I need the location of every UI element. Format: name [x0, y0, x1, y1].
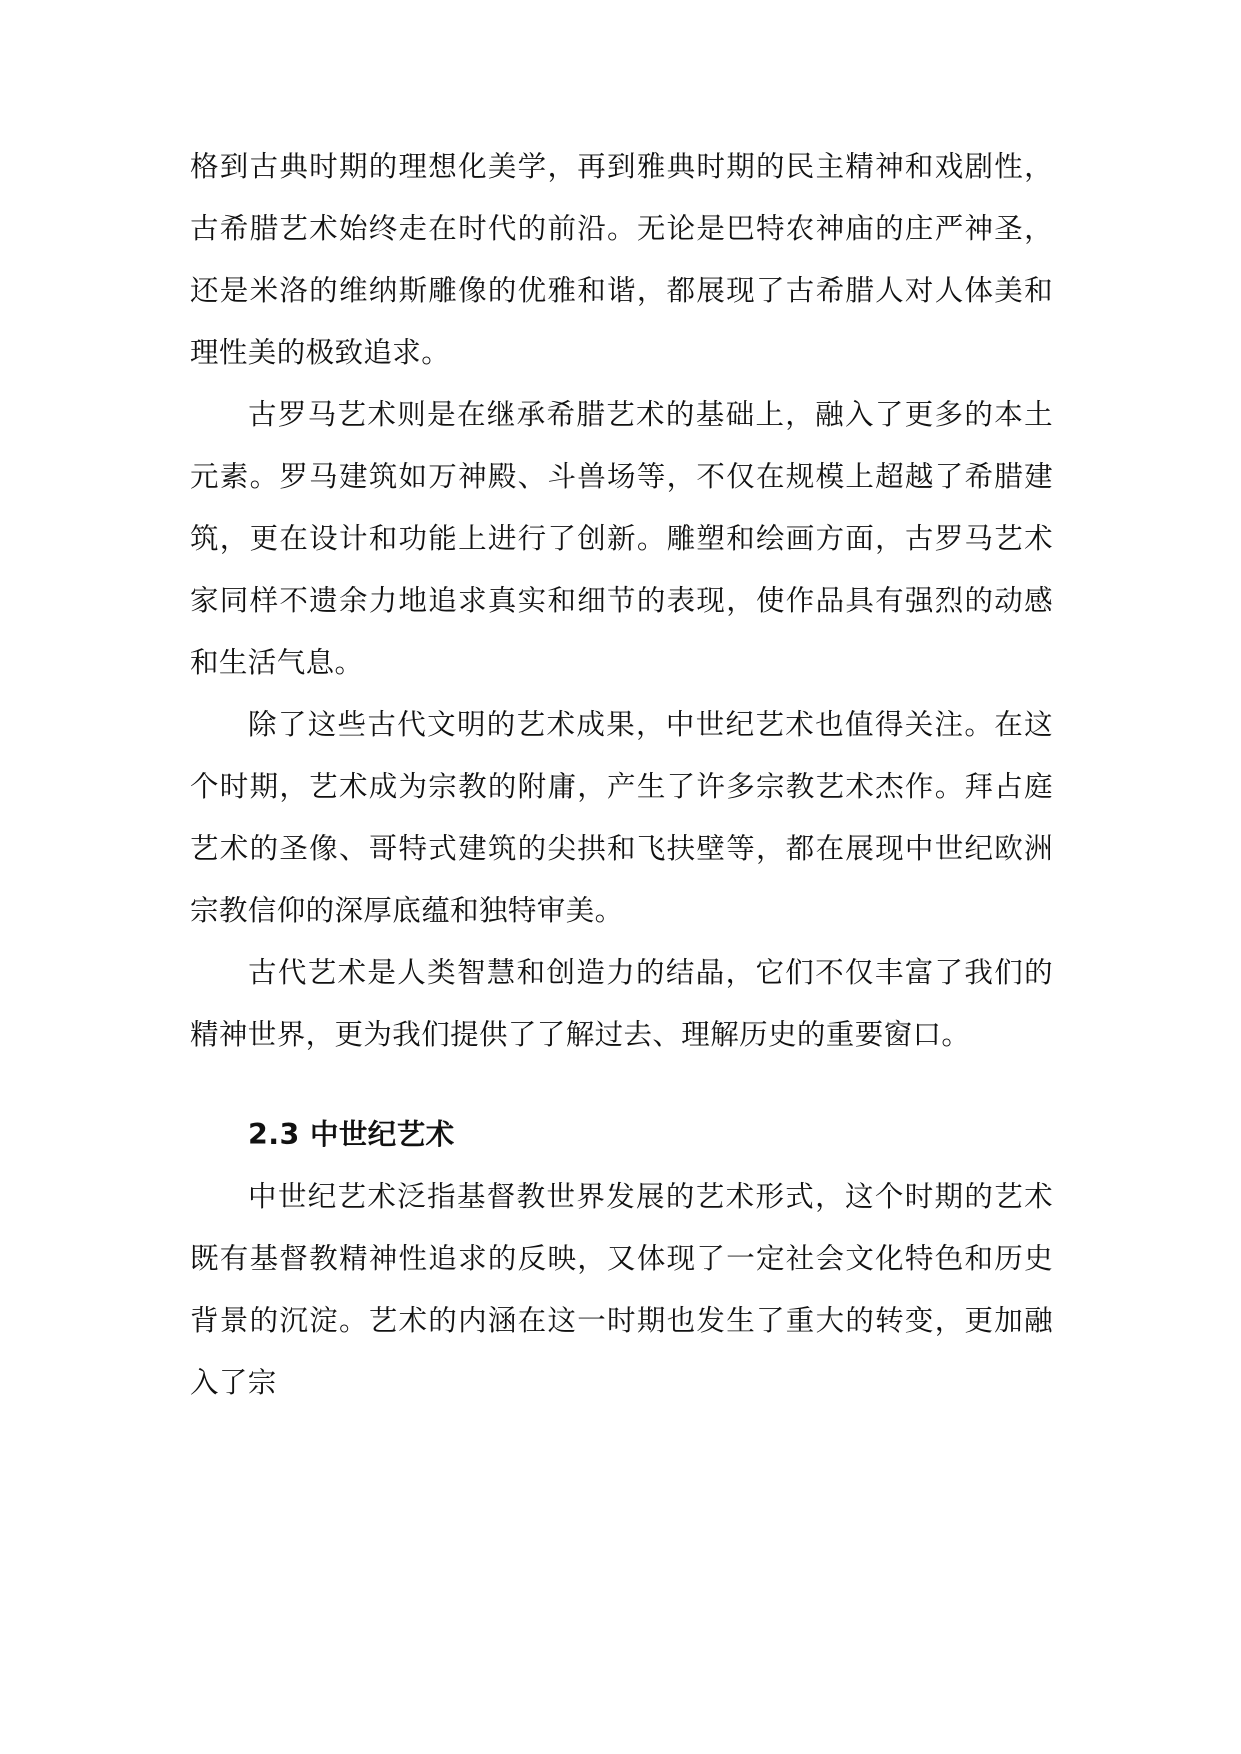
paragraph-ancient-art-summary: 古代艺术是人类智慧和创造力的结晶，它们不仅丰富了我们的精神世界，更为我们提供了了解过去、理解历史的重要窗口。	[190, 956, 1053, 1051]
section-heading-medieval-art: 2.3 中世纪艺术	[248, 1118, 455, 1151]
paragraph-medieval-art-intro: 中世纪艺术泛指基督教世界发展的艺术形式，这个时期的艺术既有基督教精神性追求的反映，又体现了一定社会文化特色和历史背景的沉淀。艺术的内涵在这一时期也发生了重大的转变，更加融入了宗	[190, 1180, 1053, 1399]
paragraph-greek-art-continued: 格到古典时期的理想化美学，再到雅典时期的民主精神和戏剧性，古希腊艺术始终走在时代的前沿。无论是巴特农神庙的庄严神圣，还是米洛的维纳斯雕像的优雅和谐，都展现了古希腊人对人体美和理性美的极致追求。	[190, 150, 1053, 369]
document-body	[190, 136, 1053, 1414]
paragraph-medieval-mention: 除了这些古代文明的艺术成果，中世纪艺术也值得关注。在这个时期，艺术成为宗教的附庸，产生了许多宗教艺术杰作。拜占庭艺术的圣像、哥特式建筑的尖拱和飞扶壁等，都在展现中世纪欧洲宗教信仰的深厚底蕴和独特审美。	[190, 708, 1053, 927]
paragraph-roman-art: 古罗马艺术则是在继承希腊艺术的基础上，融入了更多的本土元素。罗马建筑如万神殿、斗兽场等，不仅在规模上超越了希腊建筑，更在设计和功能上进行了创新。雕塑和绘画方面，古罗马艺术家同样不遗余力地追求真实和细节的表现，使作品具有强烈的动感和生活气息。	[190, 398, 1053, 679]
